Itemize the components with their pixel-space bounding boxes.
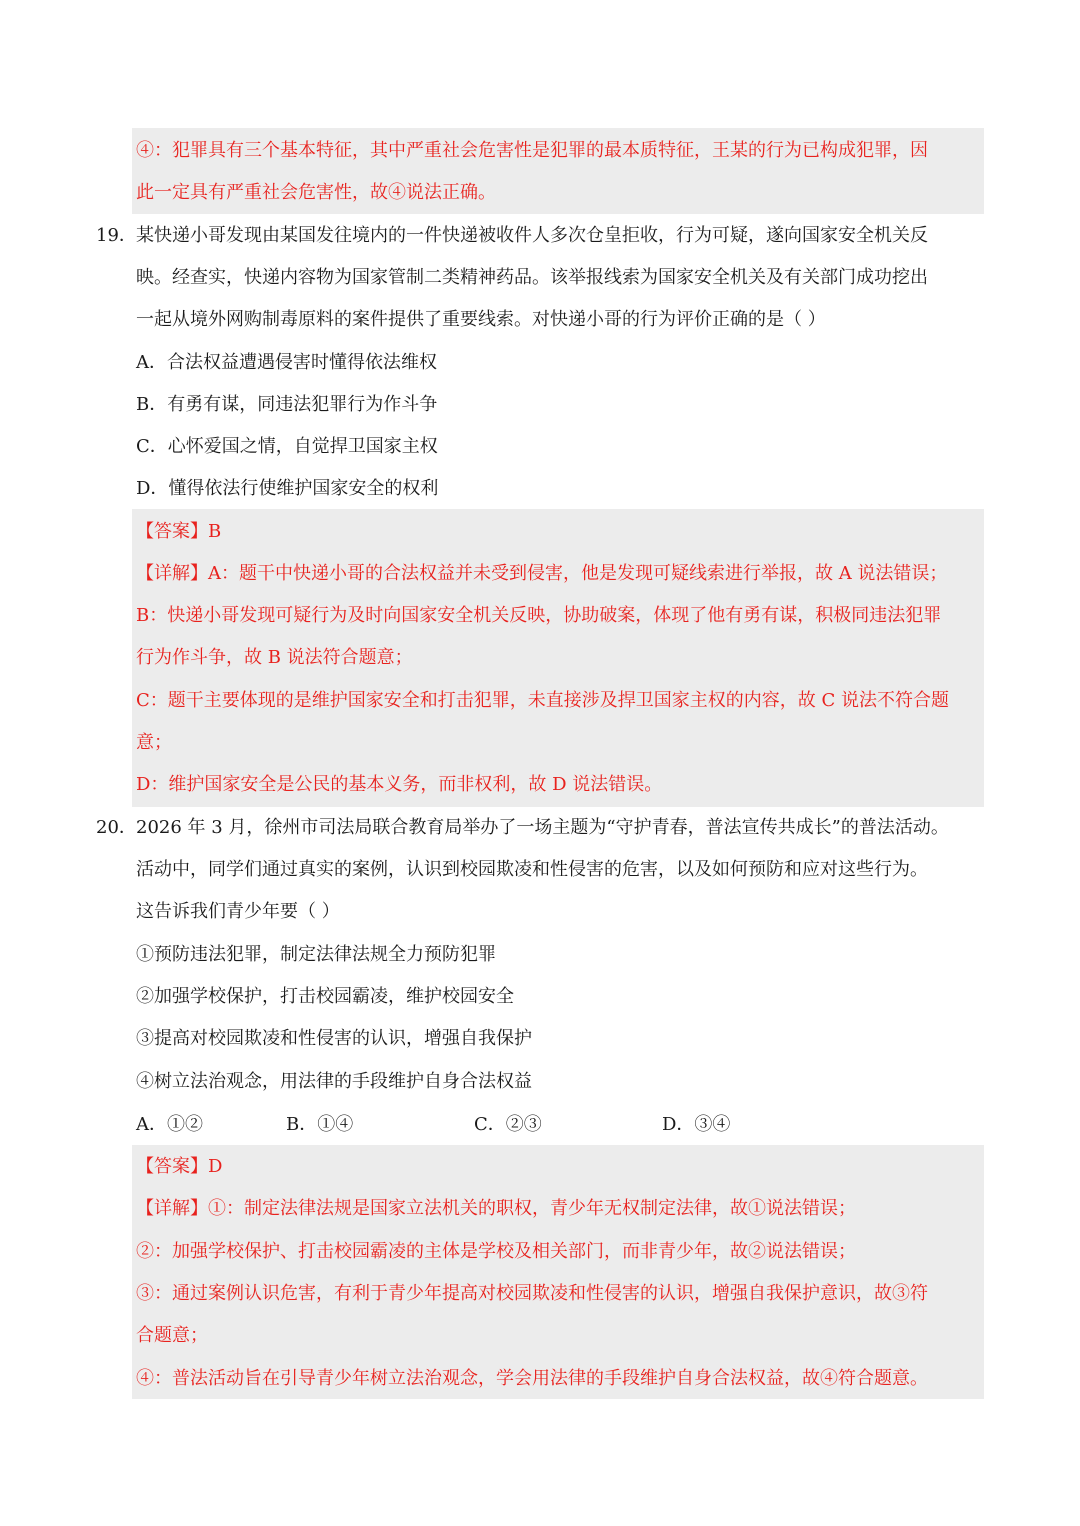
statement-1: ①预防违法犯罪，制定法律法规全力预防犯罪 [136,944,496,965]
question-stem: 2026 年 3 月，徐州市司法局联合教育局举办了一场主题为“守护青春，普法宣传共成长”的普法活动。 [136,817,949,838]
question-stem: 某快递小哥发现由某国发往境内的一件快递被收件人多次仓皇拒收，行为可疑，遂向国家安全机关反 [136,225,928,246]
explanation-line: ②：加强学校保护、打击校园霸凌的主体是学校及相关部门，而非青少年，故②说法错误； [136,1241,856,1262]
explanation-line: 【详解】A：题干中快递小哥的合法权益并未受到侵害，他是发现可疑线索进行举报，故 A 说法错误； [136,563,948,584]
choice-c: C．②③ [474,1114,542,1135]
explanation-line: 意； [136,732,172,753]
explanation-line: 【详解】①：制定法律法规是国家立法机关的职权，青少年无权制定法律，故①说法错误； [136,1198,856,1219]
choice-d: D．③④ [662,1114,731,1135]
option-a: A．合法权益遭遇侵害时懂得依法维权 [136,352,437,373]
explanation-line: C：题干主要体现的是维护国家安全和打击犯罪，未直接涉及捍卫国家主权的内容，故 C 说法不符合题 [136,690,949,711]
statement-4: ④树立法治观念，用法律的手段维护自身合法权益 [136,1071,532,1092]
option-b: B．有勇有谋，同违法犯罪行为作斗争 [136,394,438,415]
question-stem: 一起从境外网购制毒原料的案件提供了重要线索。对快递小哥的行为评价正确的是（ ） [136,309,826,330]
explanation-line: ③：通过案例认识危害，有利于青少年提高对校园欺凌和性侵害的认识，增强自我保护意识，故③符 [136,1283,928,1304]
choice-a: A．①② [136,1114,203,1135]
explanation-line: 行为作斗争，故 B 说法符合题意； [136,647,413,668]
prev-explanation-line: ④：犯罪具有三个基本特征，其中严重社会危害性是犯罪的最本质特征，王某的行为已构成犯罪，因 [136,140,928,161]
prev-explanation-line: 此一定具有严重社会危害性，故④说法正确。 [136,182,496,203]
question-stem: 活动中，同学们通过真实的案例，认识到校园欺凌和性侵害的危害，以及如何预防和应对这些行为。 [136,859,928,880]
explanation-line: ④：普法活动旨在引导青少年树立法治观念，学会用法律的手段维护自身合法权益，故④符合题意。 [136,1368,928,1389]
explanation-line: D：维护国家安全是公民的基本义务，而非权利，故 D 说法错误。 [136,774,663,795]
question-number: 20． [96,817,137,838]
question-stem: 这告诉我们青少年要（ ） [136,901,340,922]
question-stem: 映。经查实，快递内容物为国家管制二类精神药品。该举报线索为国家安全机关及有关部门成功挖出 [136,267,928,288]
answer-label: 【答案】D [136,1156,223,1177]
question-number: 19． [96,225,137,246]
answer-box [132,1145,984,1399]
answer-label: 【答案】B [136,521,222,542]
explanation-line: B：快递小哥发现可疑行为及时向国家安全机关反映，协助破案，体现了他有勇有谋，积极同违法犯罪 [136,605,942,626]
statement-3: ③提高对校园欺凌和性侵害的认识，增强自我保护 [136,1028,532,1049]
explanation-line: 合题意； [136,1325,208,1346]
choice-b: B．①④ [286,1114,354,1135]
option-c: C．心怀爱国之情，自觉捍卫国家主权 [136,436,438,457]
statement-2: ②加强学校保护，打击校园霸凌，维护校园安全 [136,986,514,1007]
option-d: D．懂得依法行使维护国家安全的权利 [136,478,439,499]
